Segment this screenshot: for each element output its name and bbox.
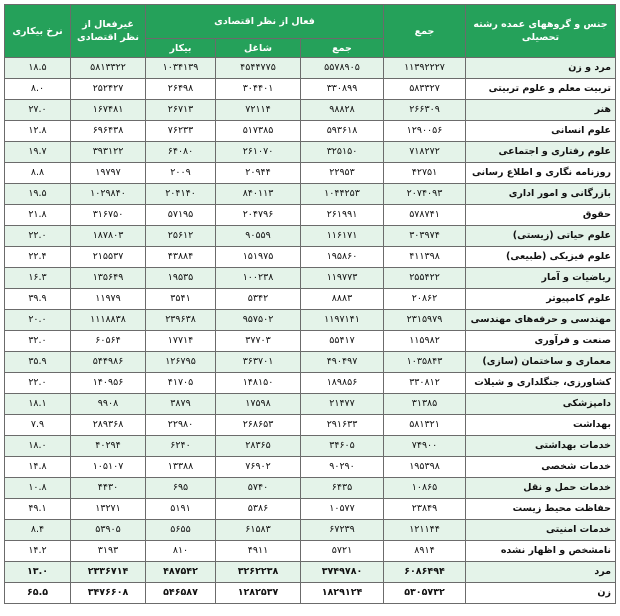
cell-employed: ۷۲۱۱۴	[216, 100, 301, 121]
cell-unemployed: ۱۷۷۱۴	[146, 331, 216, 352]
table-row	[5, 163, 616, 184]
cell-total: ۳۰۳۹۷۴	[384, 226, 466, 247]
cell-label: دامپزشکی	[466, 394, 616, 415]
cell-employed: ۲۶۱۰۷۰	[216, 142, 301, 163]
cell-active-total: ۲۲۹۵۳	[301, 163, 384, 184]
table-row	[5, 289, 616, 310]
cell-unemployed: ۲۰۴۱۴۰	[146, 184, 216, 205]
cell-active-total: ۴۹۰۴۹۷	[301, 352, 384, 373]
cell-active-total: ۲۶۱۹۹۱	[301, 205, 384, 226]
cell-active-total: ۸۸۸۳	[301, 289, 384, 310]
cell-total: ۷۱۸۲۷۲	[384, 142, 466, 163]
cell-active-total: ۳۳۰۸۹۹	[301, 79, 384, 100]
statistics-table-container	[4, 4, 615, 604]
cell-inactive: ۳۴۷۶۶۰۸	[71, 583, 146, 604]
cell-employed: ۵۳۴۲	[216, 289, 301, 310]
cell-unemployed: ۲۶۴۹۸	[146, 79, 216, 100]
cell-inactive: ۴۴۳۰	[71, 478, 146, 499]
header-row-main	[5, 5, 616, 39]
cell-total: ۲۰۸۶۲	[384, 289, 466, 310]
cell-total: ۱۰۸۶۵	[384, 478, 466, 499]
cell-total: ۲۳۸۴۹	[384, 499, 466, 520]
cell-rate: ۳۲.۰	[5, 331, 71, 352]
table-row	[5, 499, 616, 520]
cell-label: خدمات امنیتی	[466, 520, 616, 541]
header-group: جنس و گروههای عمده رشته تحصیلی	[466, 5, 616, 58]
cell-rate: ۳۹.۹	[5, 289, 71, 310]
cell-total: ۱۹۵۳۹۸	[384, 457, 466, 478]
cell-unemployed: ۸۱۰	[146, 541, 216, 562]
cell-active-total: ۱۱۶۱۷۱	[301, 226, 384, 247]
cell-active-total: ۱۱۹۷۷۳	[301, 268, 384, 289]
cell-rate: ۱۹.۷	[5, 142, 71, 163]
table-row	[5, 100, 616, 121]
cell-total: ۶۰۸۶۴۹۴	[384, 562, 466, 583]
cell-total: ۱۰۳۵۸۴۳	[384, 352, 466, 373]
cell-rate: ۱۳.۰	[5, 562, 71, 583]
table-row	[5, 352, 616, 373]
cell-unemployed: ۵۱۹۱	[146, 499, 216, 520]
cell-label: ریاضیات و آمار	[466, 268, 616, 289]
cell-unemployed: ۴۳۸۸۴	[146, 247, 216, 268]
cell-rate: ۲۱.۸	[5, 205, 71, 226]
cell-rate: ۱۹.۵	[5, 184, 71, 205]
table-body	[5, 58, 616, 604]
cell-active-total: ۹۸۸۲۸	[301, 100, 384, 121]
table-row	[5, 415, 616, 436]
table-row	[5, 184, 616, 205]
cell-inactive: ۶۰۵۶۴	[71, 331, 146, 352]
table-row	[5, 142, 616, 163]
cell-label: خدمات حمل و نقل	[466, 478, 616, 499]
cell-unemployed: ۵۴۶۵۸۷	[146, 583, 216, 604]
table-row	[5, 205, 616, 226]
cell-active-total: ۵۹۳۶۱۸	[301, 121, 384, 142]
cell-rate: ۱۴.۲	[5, 541, 71, 562]
cell-unemployed: ۱۹۵۳۵	[146, 268, 216, 289]
header-unemployment-rate: نرخ بیکاری	[5, 5, 71, 58]
table-row	[5, 331, 616, 352]
table-row	[5, 457, 616, 478]
cell-unemployed: ۱۲۶۷۹۵	[146, 352, 216, 373]
cell-unemployed: ۳۸۷۹	[146, 394, 216, 415]
cell-unemployed: ۱۰۳۴۱۳۹	[146, 58, 216, 79]
cell-label: بازرگانی و امور اداری	[466, 184, 616, 205]
cell-total: ۵۷۸۷۴۱	[384, 205, 466, 226]
table-row	[5, 268, 616, 289]
cell-employed: ۱۵۱۹۷۵	[216, 247, 301, 268]
table-row	[5, 583, 616, 604]
cell-label: کشاورزی، جنگلداری و شیلات	[466, 373, 616, 394]
cell-total: ۵۸۳۳۲۷	[384, 79, 466, 100]
cell-label: علوم حیاتی (زیستی)	[466, 226, 616, 247]
cell-rate: ۲۲.۰	[5, 373, 71, 394]
cell-active-total: ۱۰۵۷۷	[301, 499, 384, 520]
table-row	[5, 373, 616, 394]
cell-inactive: ۱۰۵۱۰۷	[71, 457, 146, 478]
cell-active-total: ۲۹۱۶۳۳	[301, 415, 384, 436]
cell-label: حفاظت محیط زیست	[466, 499, 616, 520]
cell-unemployed: ۶۲۴۰	[146, 436, 216, 457]
cell-label: مرد و زن	[466, 58, 616, 79]
cell-rate: ۱۴.۸	[5, 457, 71, 478]
table-row	[5, 541, 616, 562]
cell-active-total: ۶۷۲۳۹	[301, 520, 384, 541]
cell-inactive: ۱۴۰۹۵۶	[71, 373, 146, 394]
cell-unemployed: ۶۹۵	[146, 478, 216, 499]
cell-inactive: ۱۳۲۷۱	[71, 499, 146, 520]
cell-active-total: ۲۱۴۷۷	[301, 394, 384, 415]
cell-inactive: ۳۱۶۷۵۰	[71, 205, 146, 226]
header-total: جمع	[384, 5, 466, 58]
table-row	[5, 226, 616, 247]
cell-employed: ۴۵۴۴۷۷۵	[216, 58, 301, 79]
cell-employed: ۲۸۳۶۵	[216, 436, 301, 457]
cell-rate: ۸.۰	[5, 79, 71, 100]
cell-rate: ۲۲.۴	[5, 247, 71, 268]
cell-total: ۵۸۱۳۲۱	[384, 415, 466, 436]
cell-rate: ۶۵.۵	[5, 583, 71, 604]
cell-active-total: ۳۴۶۰۵	[301, 436, 384, 457]
cell-rate: ۲۰.۰	[5, 310, 71, 331]
cell-total: ۳۱۳۸۵	[384, 394, 466, 415]
cell-inactive: ۱۹۷۹۷	[71, 163, 146, 184]
cell-employed: ۳۰۴۴۰۱	[216, 79, 301, 100]
cell-unemployed: ۲۵۶۱۲	[146, 226, 216, 247]
cell-inactive: ۵۸۱۳۳۲۲	[71, 58, 146, 79]
table-row	[5, 562, 616, 583]
header-employed: شاغل	[216, 39, 301, 58]
cell-employed: ۵۱۷۳۸۵	[216, 121, 301, 142]
cell-total: ۸۹۱۴	[384, 541, 466, 562]
table-row	[5, 79, 616, 100]
cell-label: مهندسی و حرفه‌های مهندسی	[466, 310, 616, 331]
cell-rate: ۴۹.۱	[5, 499, 71, 520]
cell-active-total: ۶۴۳۵	[301, 478, 384, 499]
cell-label: علوم انسانی	[466, 121, 616, 142]
cell-unemployed: ۴۱۷۰۵	[146, 373, 216, 394]
table-row	[5, 520, 616, 541]
cell-employed: ۵۷۴۰	[216, 478, 301, 499]
cell-rate: ۳۵.۹	[5, 352, 71, 373]
header-unemployed: بیکار	[146, 39, 216, 58]
cell-rate: ۱۲.۸	[5, 121, 71, 142]
cell-unemployed: ۲۲۹۸۰	[146, 415, 216, 436]
header-active-total: جمع	[301, 39, 384, 58]
cell-active-total: ۱۸۹۸۵۶	[301, 373, 384, 394]
cell-inactive: ۲۱۵۵۳۷	[71, 247, 146, 268]
cell-employed: ۱۲۸۲۵۳۷	[216, 583, 301, 604]
cell-unemployed: ۱۳۳۸۸	[146, 457, 216, 478]
cell-inactive: ۴۰۲۹۴	[71, 436, 146, 457]
cell-active-total: ۱۹۵۸۶۰	[301, 247, 384, 268]
cell-total: ۲۶۶۳۰۹	[384, 100, 466, 121]
header-active: فعال از نظر اقتصادی	[146, 5, 384, 39]
cell-total: ۷۴۹۰۰	[384, 436, 466, 457]
cell-label: حقوق	[466, 205, 616, 226]
cell-inactive: ۲۸۹۳۶۸	[71, 415, 146, 436]
cell-rate: ۱۸.۵	[5, 58, 71, 79]
cell-label: زن	[466, 583, 616, 604]
cell-label: نامشخص و اظهار نشده	[466, 541, 616, 562]
cell-unemployed: ۶۴۰۸۰	[146, 142, 216, 163]
table-row	[5, 310, 616, 331]
cell-total: ۱۱۵۹۸۲	[384, 331, 466, 352]
table-row	[5, 436, 616, 457]
cell-unemployed: ۲۰۰۹	[146, 163, 216, 184]
cell-rate: ۱۸.۰	[5, 436, 71, 457]
cell-unemployed: ۷۶۲۳۳	[146, 121, 216, 142]
header-inactive: غیرفعال از نظر اقتصادی	[71, 5, 146, 58]
cell-inactive: ۲۳۳۶۷۱۴	[71, 562, 146, 583]
cell-employed: ۱۰۰۲۳۸	[216, 268, 301, 289]
cell-employed: ۱۷۵۹۸	[216, 394, 301, 415]
cell-inactive: ۲۵۲۴۲۷	[71, 79, 146, 100]
cell-rate: ۸.۸	[5, 163, 71, 184]
cell-unemployed: ۲۶۷۱۳	[146, 100, 216, 121]
cell-rate: ۷.۹	[5, 415, 71, 436]
cell-total: ۱۲۹۰۰۵۶	[384, 121, 466, 142]
cell-rate: ۸.۴	[5, 520, 71, 541]
cell-label: صنعت و فرآوری	[466, 331, 616, 352]
cell-inactive: ۱۱۹۷۹	[71, 289, 146, 310]
cell-employed: ۹۰۵۵۹	[216, 226, 301, 247]
cell-unemployed: ۵۷۱۹۵	[146, 205, 216, 226]
cell-inactive: ۵۳۹۰۵	[71, 520, 146, 541]
cell-active-total: ۵۵۷۸۹۰۵	[301, 58, 384, 79]
cell-label: هنر	[466, 100, 616, 121]
cell-employed: ۲۰۹۴۴	[216, 163, 301, 184]
cell-label: علوم کامپیوتر	[466, 289, 616, 310]
cell-rate: ۱۰.۸	[5, 478, 71, 499]
cell-label: علوم فیزیکی (طبیعی)	[466, 247, 616, 268]
cell-employed: ۹۵۷۵۰۲	[216, 310, 301, 331]
cell-inactive: ۱۱۱۸۸۳۸	[71, 310, 146, 331]
cell-active-total: ۹۰۲۹۰	[301, 457, 384, 478]
cell-rate: ۱۸.۱	[5, 394, 71, 415]
cell-employed: ۳۷۷۰۳	[216, 331, 301, 352]
cell-total: ۲۳۱۵۹۷۹	[384, 310, 466, 331]
cell-label: مرد	[466, 562, 616, 583]
table-row	[5, 58, 616, 79]
cell-total: ۳۳۰۸۱۲	[384, 373, 466, 394]
cell-rate: ۲۷.۰	[5, 100, 71, 121]
table-row	[5, 247, 616, 268]
cell-inactive: ۱۰۲۹۸۴۰	[71, 184, 146, 205]
cell-employed: ۲۶۸۶۵۳	[216, 415, 301, 436]
cell-label: خدمات شخصی	[466, 457, 616, 478]
cell-active-total: ۳۲۵۱۵۰	[301, 142, 384, 163]
cell-inactive: ۹۹۰۸	[71, 394, 146, 415]
cell-label: بهداشت	[466, 415, 616, 436]
cell-active-total: ۳۷۴۹۷۸۰	[301, 562, 384, 583]
cell-inactive: ۱۶۷۴۸۱	[71, 100, 146, 121]
cell-active-total: ۱۱۹۷۱۴۱	[301, 310, 384, 331]
cell-unemployed: ۴۸۷۵۴۲	[146, 562, 216, 583]
cell-active-total: ۵۷۲۱	[301, 541, 384, 562]
cell-active-total: ۱۸۲۹۱۲۴	[301, 583, 384, 604]
cell-total: ۵۳۰۵۷۳۲	[384, 583, 466, 604]
table-row	[5, 394, 616, 415]
cell-inactive: ۳۹۳۱۲۲	[71, 142, 146, 163]
cell-label: خدمات بهداشتی	[466, 436, 616, 457]
cell-total: ۲۵۵۴۲۲	[384, 268, 466, 289]
cell-inactive: ۶۹۶۴۳۸	[71, 121, 146, 142]
cell-rate: ۲۲.۰	[5, 226, 71, 247]
cell-employed: ۶۱۵۸۳	[216, 520, 301, 541]
cell-label: تربیت معلم و علوم تربیتی	[466, 79, 616, 100]
cell-active-total: ۱۰۴۴۲۵۳	[301, 184, 384, 205]
cell-employed: ۵۳۸۶	[216, 499, 301, 520]
cell-unemployed: ۲۳۹۶۳۸	[146, 310, 216, 331]
cell-employed: ۸۴۰۱۱۳	[216, 184, 301, 205]
cell-active-total: ۵۵۴۱۷	[301, 331, 384, 352]
cell-employed: ۷۶۹۰۲	[216, 457, 301, 478]
cell-inactive: ۱۳۵۶۴۹	[71, 268, 146, 289]
unemployment-by-field-table	[4, 4, 616, 604]
cell-total: ۴۲۷۵۱	[384, 163, 466, 184]
cell-label: علوم رفتاری و اجتماعی	[466, 142, 616, 163]
cell-total: ۴۱۱۳۹۸	[384, 247, 466, 268]
cell-unemployed: ۵۶۵۵	[146, 520, 216, 541]
cell-inactive: ۳۱۹۳	[71, 541, 146, 562]
cell-unemployed: ۳۵۴۱	[146, 289, 216, 310]
cell-total: ۱۱۳۹۲۲۲۷	[384, 58, 466, 79]
cell-employed: ۳۶۳۷۰۱	[216, 352, 301, 373]
cell-inactive: ۵۴۴۹۸۶	[71, 352, 146, 373]
cell-total: ۲۰۷۴۰۹۳	[384, 184, 466, 205]
cell-label: روزنامه نگاری و اطلاع رسانی	[466, 163, 616, 184]
cell-inactive: ۱۸۷۸۰۳	[71, 226, 146, 247]
cell-rate: ۱۶.۳	[5, 268, 71, 289]
table-row	[5, 121, 616, 142]
cell-employed: ۴۹۱۱	[216, 541, 301, 562]
cell-total: ۱۲۱۱۴۴	[384, 520, 466, 541]
cell-employed: ۳۲۶۲۲۳۸	[216, 562, 301, 583]
table-row	[5, 478, 616, 499]
cell-employed: ۱۴۸۱۵۰	[216, 373, 301, 394]
cell-employed: ۲۰۴۷۹۶	[216, 205, 301, 226]
cell-label: معماری و ساختمان (سازی)	[466, 352, 616, 373]
